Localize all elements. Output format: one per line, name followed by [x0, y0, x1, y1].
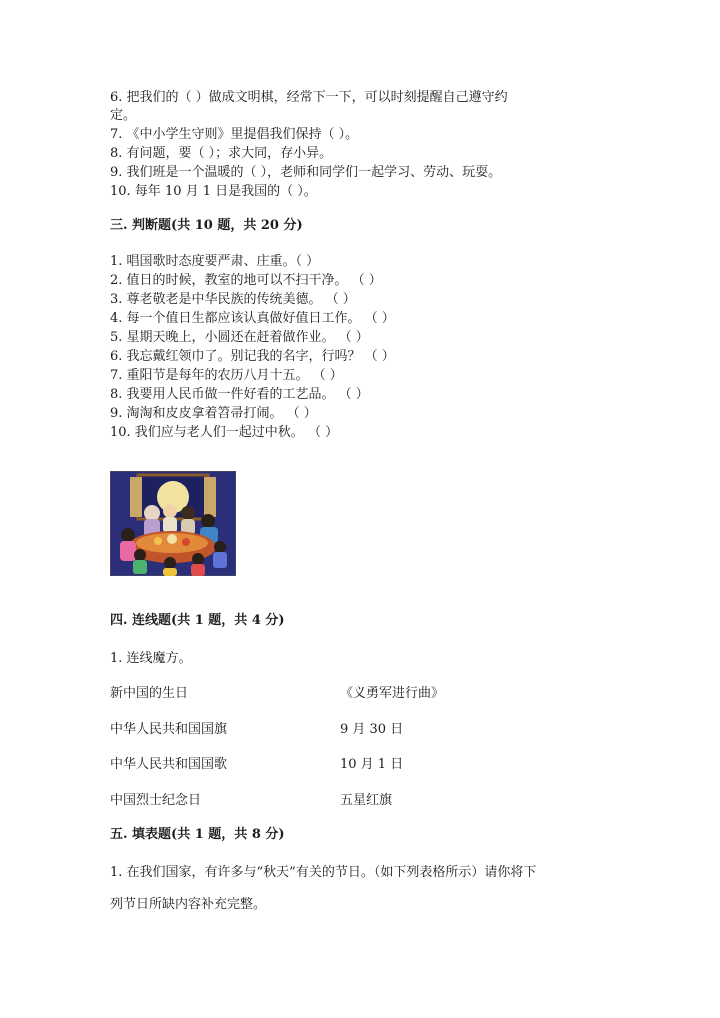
judge-item-9: 9. 淘淘和皮皮拿着笤帚打闹。 （ ）: [110, 406, 317, 421]
match-left-1: 新中国的生日: [110, 686, 189, 701]
judge-item-7: 7. 重阳节是每年的农历八月十五。 （ ）: [110, 368, 343, 383]
match-right-4: 五星红旗: [340, 793, 393, 808]
match-right-1: 《义勇军进行曲》: [340, 686, 445, 701]
match-right-2: 9 月 30 日: [340, 722, 404, 737]
judge-item-2: 2. 值日的时候，教室的地可以不扫干净。 （ ）: [110, 273, 382, 288]
fill-item-6-line2: 定。: [110, 108, 137, 123]
judge-item-3: 3. 尊老敬老是中华民族的传统美德。 （ ）: [110, 292, 356, 307]
judge-item-10: 10. 我们应与老人们一起过中秋。 （ ）: [110, 425, 339, 440]
judge-item-4: 4. 每一个值日生都应该认真做好值日工作。 （ ）: [110, 311, 395, 326]
judge-item-8: 8. 我要用人民币做一件好看的工艺品。 （ ）: [110, 387, 369, 402]
fill-item-6-line1: 6. 把我们的（ ）做成文明棋，经常下一下，可以时刻提醒自己遵守约: [110, 90, 508, 105]
family-dinner-illustration: [110, 471, 236, 576]
match-left-4: 中国烈士纪念日: [110, 793, 202, 808]
judge-item-1: 1. 唱国歌时态度要严肃、庄重。（ ）: [110, 254, 320, 269]
table-question-line1: 1. 在我们国家，有许多与“秋天”有关的节日。（如下列表格所示）请你将下: [110, 865, 537, 880]
section-4-title: 四. 连线题(共 1 题，共 4 分): [110, 613, 285, 628]
fill-item-8: 8. 有问题，要（ ）；求大同，存小异。: [110, 146, 333, 161]
fill-item-9: 9. 我们班是一个温暖的（ ），老师和同学们一起学习、劳动、玩耍。: [110, 165, 502, 180]
match-left-3: 中华人民共和国国歌: [110, 757, 228, 772]
matching-question: 1. 连线魔方。: [110, 651, 192, 666]
section-3-title: 三. 判断题(共 10 题，共 20 分): [110, 218, 303, 233]
match-left-2: 中华人民共和国国旗: [110, 722, 228, 737]
section-5-title: 五. 填表题(共 1 题，共 8 分): [110, 827, 285, 842]
judge-item-6: 6. 我忘戴红领巾了。别记我的名字，行吗？ （ ）: [110, 349, 395, 364]
judge-item-5: 5. 星期天晚上，小圆还在赶着做作业。 （ ）: [110, 330, 369, 345]
table-question-line2: 列节日所缺内容补充完整。: [110, 897, 267, 912]
fill-item-10: 10. 每年 10 月 1 日是我国的（ ）。: [110, 184, 317, 199]
fill-item-7: 7. 《中小学生守则》里提倡我们保持（ ）。: [110, 127, 359, 142]
match-right-3: 10 月 1 日: [340, 757, 404, 772]
